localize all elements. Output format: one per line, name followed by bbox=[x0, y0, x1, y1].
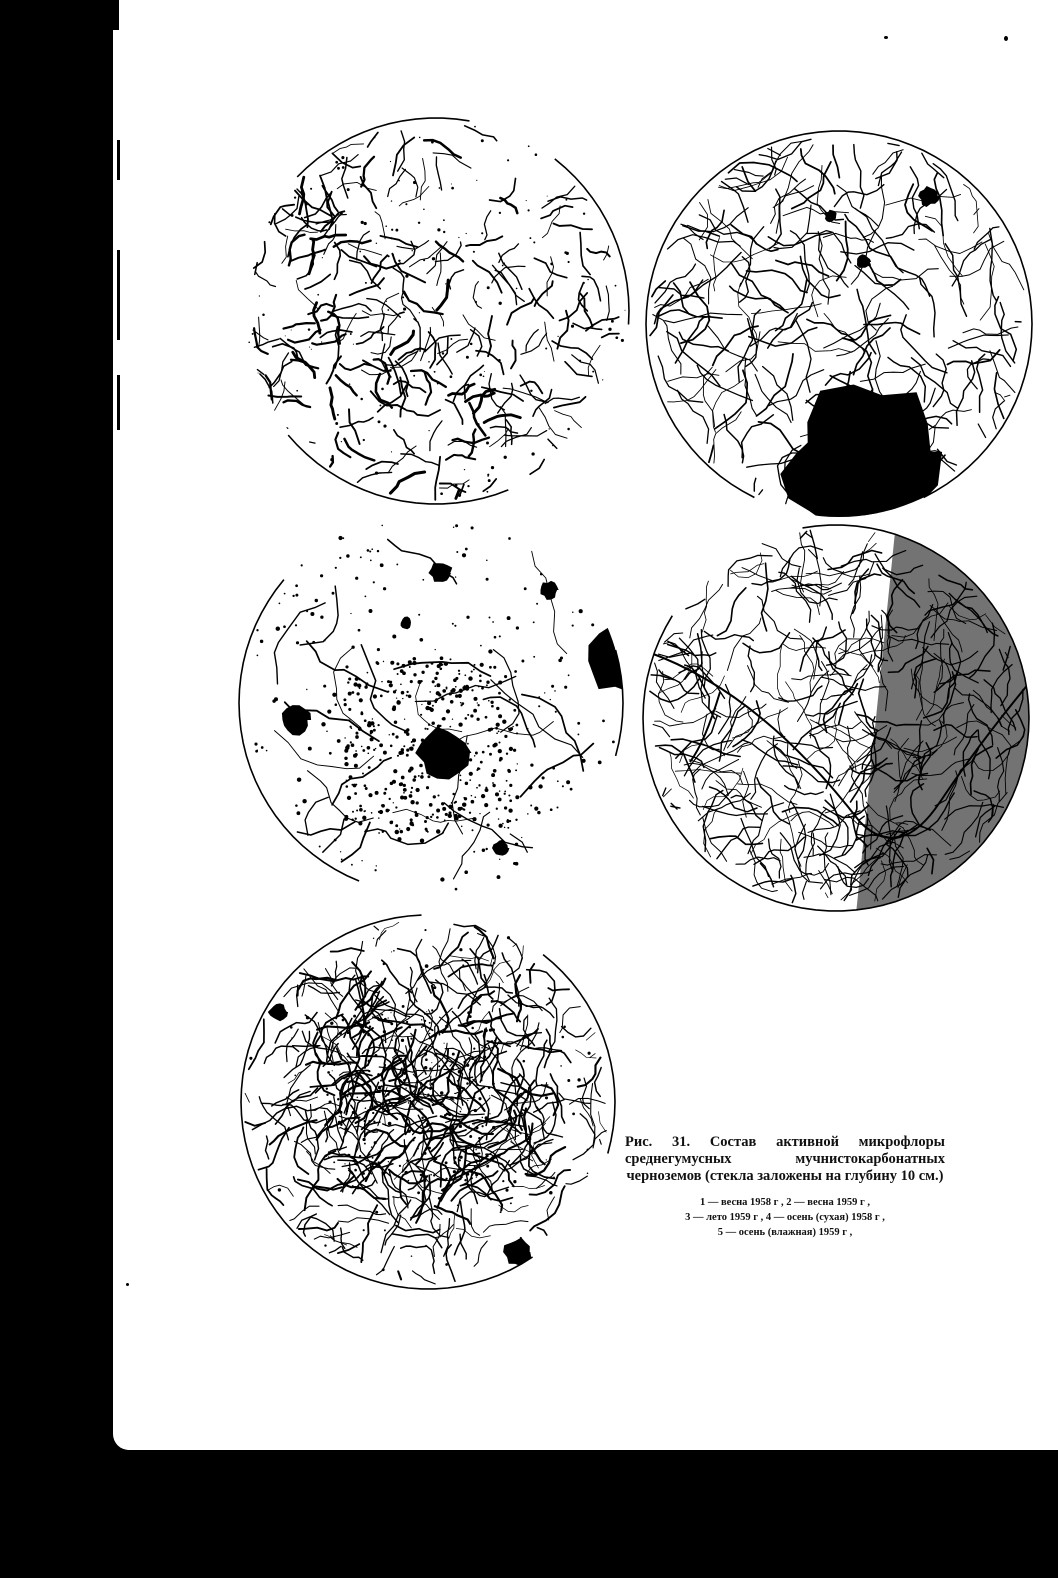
caption-legend-line: 3 — лето 1959 г , 4 — осень (сухая) 1958 г , bbox=[685, 1212, 885, 1223]
micrograph-1-svg bbox=[240, 115, 632, 507]
scan-edge-mark bbox=[117, 250, 120, 340]
micrograph-4-svg bbox=[640, 522, 1032, 914]
micrograph-1 bbox=[240, 115, 632, 507]
caption-legend-line: 1 — весна 1958 г , 2 — весна 1959 г , bbox=[700, 1197, 870, 1208]
scan-speck bbox=[1004, 36, 1008, 41]
figure-caption bbox=[625, 1134, 945, 1240]
micrograph-2-svg bbox=[643, 128, 1035, 520]
micrograph-2 bbox=[643, 128, 1035, 520]
caption-legend-line: 5 — осень (влажная) 1959 г , bbox=[717, 1227, 853, 1238]
scan-speck bbox=[126, 1283, 129, 1286]
scan-bottom-margin bbox=[0, 1450, 1058, 1578]
micrograph-3 bbox=[236, 508, 626, 898]
scan-edge-mark bbox=[113, 0, 119, 30]
caption-title: Рис. 31. Состав активной микрофлоры среднегумусных мучнистокарбонатных черноземов (стекла заложены на глубину 10 см.) bbox=[625, 1134, 945, 1184]
scan-edge-mark bbox=[117, 140, 120, 180]
micrograph-4 bbox=[640, 522, 1032, 914]
scan-speck bbox=[884, 36, 888, 39]
micrograph-5-svg bbox=[238, 912, 618, 1292]
micrograph-3-svg bbox=[236, 508, 626, 898]
scan-edge-mark bbox=[117, 375, 120, 430]
caption-legend bbox=[625, 1195, 945, 1240]
micrograph-5 bbox=[238, 912, 618, 1292]
